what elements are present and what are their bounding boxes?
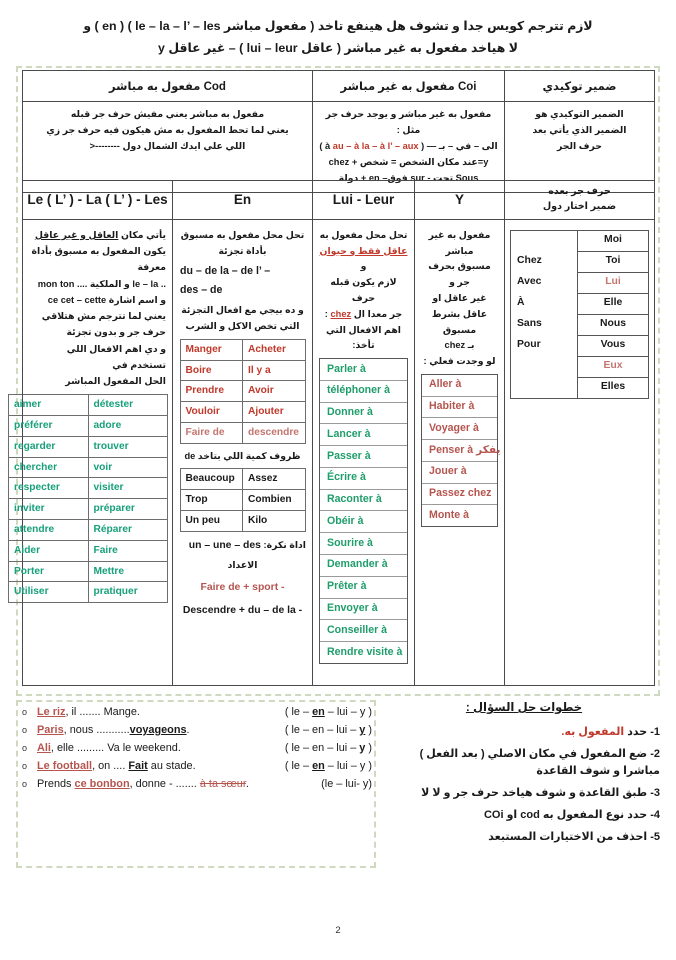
exercise-text-4: Prends ce bonbon, donne - ....... à ta sœur. bbox=[37, 778, 249, 790]
cod-notes: يأتي مكان العاقل و غير عاقل يكون المفعول به مسبوق بأداة معرفة .. le – la و الملكية .... mon ton و اسم اشارة ce cet – cette يعني لما تترجم مش هتلاقي حرف جر و بدون تجزئة و دي اهم الافعال اللي تستخدم في الحل المفعول المباشر bbox=[29, 227, 166, 390]
en-adv-1-0: Trop bbox=[180, 490, 243, 511]
cod-verb-3-1: voir bbox=[88, 457, 168, 478]
cod-verb-7-1: Faire bbox=[88, 540, 168, 561]
table-row bbox=[9, 561, 168, 582]
table-row bbox=[9, 478, 168, 499]
step-5: 5- احذف من الاختيارات المستبعد bbox=[488, 831, 660, 844]
subheader-row bbox=[23, 181, 655, 220]
en-verb-table bbox=[180, 339, 306, 444]
cod-verb-8-1: Mettre bbox=[88, 561, 168, 582]
cod-verb-9-0: Utiliser bbox=[9, 582, 89, 603]
cod-verb-4-0: respecter bbox=[9, 478, 89, 499]
prep-7 bbox=[511, 377, 578, 398]
exercise-options-1: ( le – en – lui – y ) bbox=[284, 724, 372, 736]
cod-verb-1-1: adore bbox=[88, 416, 168, 437]
pronoun-3: Elle bbox=[578, 293, 649, 314]
table-row bbox=[9, 540, 168, 561]
y-verb-3: Penser à يفكر bbox=[422, 440, 497, 462]
title-line-1-fr2: en bbox=[102, 19, 117, 33]
cell-cod-le-la-les bbox=[14, 219, 173, 685]
lui-leur-notes: تحل محل مفعول به عاقل فقط و حيوان و لازم يكون قبله حرف جر معدا ال chez : اهم الافعال التي تأخذ: bbox=[319, 229, 408, 351]
cod-verb-8-0: Porter bbox=[9, 561, 89, 582]
en-adv-0-1: Assez bbox=[243, 469, 306, 490]
exercise-text-3: Le football, on .... Fait au stade. bbox=[37, 760, 196, 772]
y-verb-2: Voyager à bbox=[422, 418, 497, 440]
lui-verb-1: téléphoner à bbox=[320, 381, 407, 403]
lui-verb-0: Parler à bbox=[320, 359, 407, 381]
title-line-2-text: لا هياخد مفعول به غير مباشر ( عاقل bbox=[301, 40, 518, 55]
page-number: 2 bbox=[335, 925, 341, 936]
en-adv-1-1: Combien bbox=[243, 490, 306, 511]
title-line-1 bbox=[18, 16, 658, 38]
table-row bbox=[9, 416, 168, 437]
cod-verb-0-1: détester bbox=[88, 395, 168, 416]
table-row bbox=[9, 499, 168, 520]
cod-verb-2-0: regarder bbox=[9, 436, 89, 457]
desc-cod: مفعول به مباشر يعني مفيش حرف جر قبله يعني لما تحط المفعول به مش هيكون فيه حرف جر زي اللي علي ايدك الشمال دول --------< bbox=[23, 102, 313, 193]
en-verb-4-0: Faire de bbox=[180, 422, 243, 443]
lui-leur-verb-list bbox=[319, 358, 408, 664]
prep-5: Pour bbox=[517, 338, 541, 350]
lui-verb-2: Donner à bbox=[320, 403, 407, 425]
en-partitive-2: des – de bbox=[180, 284, 223, 297]
table-row bbox=[180, 360, 305, 381]
table-row bbox=[511, 293, 649, 314]
pronoun-4: Nous bbox=[578, 314, 649, 335]
title-line-1-mid: ) ( bbox=[120, 19, 132, 33]
cod-verb-table bbox=[8, 394, 168, 603]
en-verb-0-1: Acheter bbox=[243, 339, 306, 360]
table-row bbox=[180, 402, 305, 423]
y-verb-6: Monte à bbox=[429, 508, 470, 521]
cod-verb-4-1: visiter bbox=[88, 478, 168, 499]
en-notes-top: تحل محل مفعول به مسبوق بأداة تجزئة bbox=[180, 229, 305, 256]
en-indef-line2: الاعداد bbox=[227, 560, 258, 571]
y-verb-1: Habiter à bbox=[422, 397, 497, 419]
title-line-2-mid: ) – غير عاقل bbox=[168, 40, 244, 55]
list-item bbox=[22, 778, 372, 790]
exercise-subject-3: Le football bbox=[37, 760, 93, 772]
prep-2: Avec bbox=[517, 275, 542, 287]
list-item bbox=[22, 706, 372, 718]
y-verb-4: Jouer à bbox=[422, 462, 497, 484]
subheader-y: Y bbox=[415, 181, 505, 220]
table-body-row bbox=[23, 219, 655, 685]
table-row bbox=[180, 469, 305, 490]
en-adv-2-0: Un peu bbox=[180, 510, 243, 531]
exercise-options-0: ( le – en – lui – y ) bbox=[284, 706, 372, 718]
en-rule-1: Faire de + sport - bbox=[200, 582, 285, 594]
table-row bbox=[511, 335, 649, 356]
pronoun-7: Elles bbox=[578, 377, 649, 398]
bullet-icon: o bbox=[22, 707, 28, 717]
title-line-1-end: ) و bbox=[83, 19, 99, 33]
cod-verb-1-0: préférer bbox=[9, 416, 89, 437]
title-line-2-fr2: y bbox=[157, 40, 165, 55]
pronoun-columns-table bbox=[14, 180, 655, 686]
y-notes: مفعول به غير مباشر مسبوق بحرف جر و غير عاقل او عاقل بشرط مسبوق بـ chez لو وجدت فعلي : bbox=[421, 228, 498, 370]
en-adverb-note: ظروف كمية اللي بتاخد de bbox=[184, 450, 301, 461]
y-note-chez: بـ chez bbox=[444, 340, 475, 351]
en-notes-mid: و ده بيجي مع افعال التجزئة التي تخص الاكل و الشرب bbox=[181, 305, 304, 331]
header-tawkidi: ضمير توكيدي bbox=[505, 71, 655, 102]
prep-4: Sans bbox=[517, 317, 542, 329]
desc-coi-line4: Sous تحت - sur فوق– en + دولة bbox=[338, 172, 479, 183]
exercise-subject-2: Ali bbox=[37, 742, 51, 754]
header-cod: Cod مفعول به مباشر bbox=[23, 71, 313, 102]
title-line-1-fr: le – la – l’ – les bbox=[135, 19, 221, 33]
page-title bbox=[0, 0, 676, 63]
lui-verb-5: Écrire à bbox=[320, 468, 407, 490]
cod-verb-0-0: aimer bbox=[9, 395, 89, 416]
exercise-options-3: ( le – en – lui – y ) bbox=[284, 760, 372, 772]
y-verb-list bbox=[421, 374, 501, 527]
pronoun-1: Toi bbox=[578, 251, 649, 272]
lui-verb-6: Raconter à bbox=[320, 490, 407, 512]
table-row bbox=[511, 230, 649, 251]
cod-note-2: .. le – la و الملكية .... mon ton bbox=[37, 278, 166, 289]
cod-verb-2-1: trouver bbox=[88, 436, 168, 457]
table-row bbox=[9, 457, 168, 478]
list-item bbox=[22, 760, 372, 772]
desc-coi-line2: الى – في – بـ — ( à au – à la – à l’ – aux ) bbox=[319, 140, 498, 151]
table-row bbox=[180, 339, 305, 360]
prep-3: À bbox=[517, 296, 525, 308]
cell-tawkidi-pronouns bbox=[505, 219, 655, 685]
exercise-text-1: Paris, nous ...........voyageons. bbox=[37, 724, 190, 736]
cod-verb-6-1: Réparer bbox=[88, 519, 168, 540]
desc-coi-line3: y=عند مكان الشخص = شخص + chez bbox=[328, 156, 489, 167]
lui-note-chez: جر معدا ال chez : bbox=[324, 308, 403, 319]
steps-heading: خطوات حل السؤال : bbox=[465, 701, 583, 714]
step-2: 2- ضع المفعول في مكان الاصلي ( بعد الفعل ) مباشرا و شوف القاعدة bbox=[419, 748, 660, 778]
lui-verb-10: Prêter à bbox=[320, 577, 407, 599]
subheader-en: En bbox=[173, 181, 313, 220]
table-row bbox=[9, 582, 168, 603]
en-indef-line: اداة نكرة: un – une – des bbox=[188, 539, 306, 551]
cod-verb-3-0: chercher bbox=[9, 457, 89, 478]
en-adv-0-0: Beaucoup bbox=[180, 469, 243, 490]
table-description-row bbox=[23, 102, 655, 193]
prep-6 bbox=[511, 356, 578, 377]
pronoun-2: Lui bbox=[578, 272, 649, 293]
subheader-le-la-les: Le ( L’ ) - La ( L’ ) - Les bbox=[23, 181, 173, 220]
coi-prep-red: au – à la – à l’ – aux bbox=[332, 140, 419, 151]
en-verb-0-0: Manger bbox=[180, 339, 243, 360]
title-line-2-fr: lui – leur bbox=[246, 40, 298, 55]
exercise-text-2: Ali, elle ......... Va le weekend. bbox=[37, 742, 181, 754]
cod-note-0: يأتي مكان العاقل و غير عاقل bbox=[34, 229, 166, 240]
lui-verb-4: Passer à bbox=[320, 446, 407, 468]
en-verb-4-1: descendre bbox=[243, 422, 306, 443]
cod-verb-6-0: attendre bbox=[9, 519, 89, 540]
en-verb-2-1: Avoir bbox=[243, 381, 306, 402]
lui-note-hl: عاقل فقط و حيوان و bbox=[319, 245, 408, 272]
desc-coi: مفعول به غير مباشر و يوجد حرف جر مثل : الى – في – بـ — ( à au – à la – à l’ – aux ) y=عند مكان الشخص = شخص + chez Sous تحت - sur فوق– en + دولة bbox=[313, 102, 505, 193]
list-item bbox=[22, 742, 372, 754]
table-row bbox=[180, 510, 305, 531]
list-item bbox=[22, 724, 372, 736]
table-row bbox=[511, 314, 649, 335]
cod-verb-9-1: pratiquer bbox=[88, 582, 168, 603]
en-rule-2: Descendre + du – de la - bbox=[182, 604, 303, 616]
lui-verb-12: Conseiller à bbox=[320, 620, 407, 642]
table-row bbox=[9, 395, 168, 416]
table-row bbox=[511, 272, 649, 293]
exercise-options-4: (le – lui- y) bbox=[321, 778, 372, 790]
bullet-icon: o bbox=[22, 761, 28, 771]
title-line-1-text: لازم تترجم كويس جدا و تشوف هل هينفع تاخد ( مفعول مباشر bbox=[224, 19, 593, 33]
table-row bbox=[511, 377, 649, 398]
bullet-icon: o bbox=[22, 779, 28, 789]
exercises-list bbox=[22, 706, 372, 796]
stressed-pronoun-table bbox=[510, 230, 649, 399]
cell-en bbox=[173, 219, 313, 685]
pronoun-6: Eux bbox=[578, 356, 649, 377]
exercise-subject-1: Paris bbox=[37, 724, 64, 736]
exercise-options-2: ( le – en – lui – y ) bbox=[284, 742, 372, 754]
prep-1: Chez bbox=[517, 254, 542, 266]
exercise-text-0: Le riz, il ....... Mange. bbox=[37, 706, 140, 718]
pronoun-table-wrap bbox=[509, 230, 650, 399]
pronoun-5: Vous bbox=[578, 335, 649, 356]
subheader-tawkidi: حرف جر بعده ضمير اختار دول bbox=[505, 181, 655, 220]
solution-steps bbox=[388, 700, 660, 851]
table-row bbox=[9, 436, 168, 457]
en-verb-3-0: Vouloir bbox=[180, 402, 243, 423]
en-adverb-table bbox=[180, 468, 306, 531]
cell-y bbox=[415, 219, 505, 685]
table-row bbox=[180, 490, 305, 511]
header-coi: Coi مفعول به غير مباشر bbox=[313, 71, 505, 102]
subheader-lui-leur: Lui - Leur bbox=[313, 181, 415, 220]
table-row bbox=[9, 519, 168, 540]
y-verb-0: Aller à bbox=[422, 375, 497, 397]
bullet-icon: o bbox=[22, 725, 28, 735]
en-adv-2-1: Kilo bbox=[243, 510, 306, 531]
pronoun-0: Moi bbox=[578, 230, 649, 251]
prep-0 bbox=[511, 230, 578, 251]
step-1: 1- حدد المفعول به. bbox=[561, 726, 660, 738]
lui-verb-11: Envoyer à bbox=[320, 599, 407, 621]
lui-verb-8: Sourire à bbox=[320, 533, 407, 555]
en-partitive-1: du – de la – de l’ – bbox=[180, 265, 271, 278]
en-verb-1-1: Il y a bbox=[243, 360, 306, 381]
exercise-subject-4: ce bonbon bbox=[74, 778, 130, 790]
y-verb-5: Passez chez bbox=[422, 484, 497, 506]
table-row bbox=[511, 356, 649, 377]
step-3: 3- طبق القاعدة و شوف هياخد حرف جر و لا لا bbox=[421, 787, 660, 800]
table-row bbox=[180, 381, 305, 402]
cod-note-3: و اسم اشارة ce cet – cette bbox=[47, 294, 166, 305]
cod-verb-7-0: Aider bbox=[9, 540, 89, 561]
en-verb-1-0: Boire bbox=[180, 360, 243, 381]
title-line-2 bbox=[18, 38, 658, 60]
en-verb-3-1: Ajouter bbox=[243, 402, 306, 423]
cod-verb-5-0: inviter bbox=[9, 499, 89, 520]
lui-verb-7: Obéir à bbox=[320, 511, 407, 533]
step-4: 4- حدد نوع المفعول به cod او COi bbox=[483, 809, 660, 822]
bullet-icon: o bbox=[22, 743, 28, 753]
lui-verb-9: Demander à bbox=[320, 555, 407, 577]
cod-verb-5-1: préparer bbox=[88, 499, 168, 520]
desc-tawkidi: الضمير التوكيدي هو الضمير الذي يأتي بعد حرف الجر bbox=[505, 102, 655, 193]
en-verb-2-0: Prendre bbox=[180, 381, 243, 402]
table-header-row bbox=[23, 71, 655, 102]
exercise-subject-0: Le riz bbox=[37, 706, 66, 718]
pronoun-rules-table bbox=[22, 70, 655, 193]
table-row bbox=[511, 251, 649, 272]
cell-lui-leur bbox=[313, 219, 415, 685]
lui-verb-13: Rendre visite à bbox=[327, 645, 403, 658]
table-row bbox=[180, 422, 305, 443]
lui-verb-3: Lancer à bbox=[320, 424, 407, 446]
